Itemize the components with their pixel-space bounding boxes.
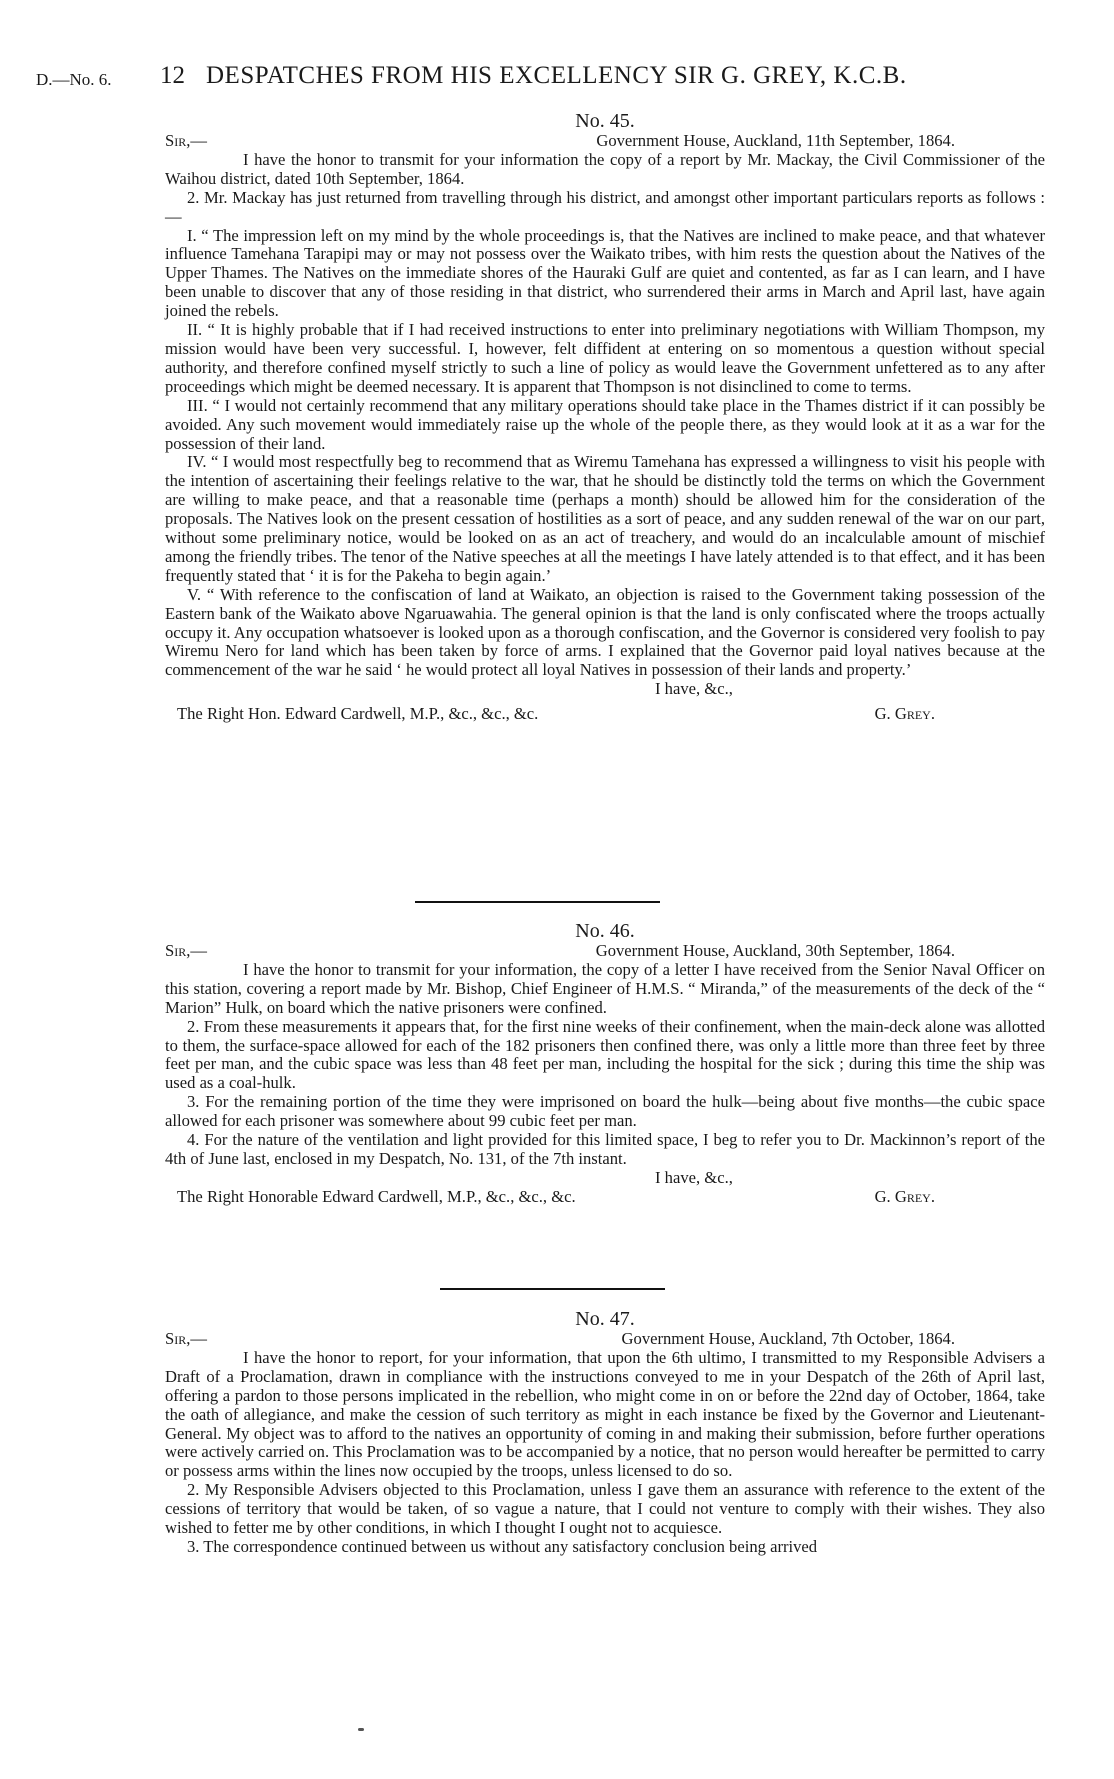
paragraph: IV. “ I would most respectfully beg to recommend that as Wiremu Tamehana has expressed a willingness to visit his people with the intention of ascertaining their feelings relative to the war, that he should be distinctly told the terms on which the Government are willing to make peace, and that a reasonable time (perhaps a month) should be allowed him for the consideration of the proposals. The Natives look on the present cessation of hostilities as a sort of peace, and any sudden renewal of the war on our part, without some preliminary notice, would be looked on as an act of treachery, and would do an incalculable amount of mischief among the friendly tribes. The tenor of the Native speeches at all the meetings I have lately attended is to that effect, and it has been frequently stated that ‘ it is for the Pakeha to begin again.’ [165,452,1045,585]
paragraph: 2. From these measurements it appears that, for the first nine weeks of their confinement, when the main-deck alone was allotted to them, the surface-space allowed for each of the 182 prisoners then confined there, was only a little more than three feet by three feet per man, and the cubic space was less than 48 feet per man, including the hospital for the sick ; during this time the ship was used as a coal-hulk. [165,1016,1045,1093]
letter-47 [165,1310,1045,1557]
letter-address: Government House, Auckland, 30th September, 1864. [595,940,955,960]
addressee: The Right Honorable Edward Cardwell, M.P., &c., &c., &c. [177,1186,576,1206]
paragraph: V. “ With reference to the confiscation of land at Waikato, an objection is raised to the Government taking possession of the Eastern bank of the Waikato above Ngaruawahia. The general opinion is that the land is only confiscated where the troops actually occupy it. Any occupation whatsoever is looked upon as a thorough confiscation, and the Governor is considered very foolish to pay Wiremu Nero for land which has been taken by force of arms. I explained that the Governor paid loyal natives because at the commencement of the war he said ‘ he would protect all loyal Natives in possession of their lands and property.’ [165,584,1045,680]
page-title: DESPATCHES FROM HIS EXCELLENCY SIR G. GREY, K.C.B. [206,62,907,89]
closing-line [165,1169,1045,1188]
letter-address: Government House, Auckland, 7th October, 1864. [621,1328,955,1348]
salutation-line [165,1330,1045,1349]
paragraph: 2. My Responsible Advisers objected to this Proclamation, unless I gave them an assurance with reference to the extent of the cessions of territory that would be taken, of so vague a nature, that I could not venture to comply with their wishes. They also wished to fetter me by other conditions, in which I thought I ought not to acquiesce. [165,1480,1045,1538]
paragraph: 3. For the remaining portion of the time they were imprisoned on board the hulk—being about five months—the cubic space allowed for each prisoner was somewhere about 99 cubic feet per man. [165,1092,1045,1131]
page-header [36,62,1076,96]
paragraph: II. “ It is highly probable that if I had received instructions to enter into preliminary negotiations with William Thompson, my mission would have been very successful. I, however, felt diffident at entering on so momentous a question without special authority, and therefore confined myself strictly to such a line of policy as would leave the Government unfettered as to any after proceedings which might be deemed necessary. It is apparent that Thompson is not disinclined to come to terms. [165,320,1045,396]
paragraph: I have the honor to transmit for your information, the copy of a letter I have received from the Senior Naval Officer on this station, covering a report made by Mr. Bishop, Chief Engineer of H.M.S. “ Miranda,” of the measurements of the deck of the “ Marion” Hulk, on board which the native prisoners were confined. [165,959,1045,1017]
paragraph: I. “ The impression left on my mind by the whole proceedings is, that the Natives are inclined to make peace, and that whatever influence Tamehana Tarapipi may or may not possess over the Waikato tribes, with him rests the question about the Natives of the Upper Thames. The Natives on the immediate shores of the Hauraki Gulf are quiet and contented, as far as I can learn, and I have been unable to discover that any of those residing in that district, who surrendered their arms in March and April last, have again joined the rebels. [165,225,1045,321]
letter-46 [165,922,1045,1210]
closing: I have, &c., [655,679,733,699]
closing: I have, &c., [655,1167,733,1187]
section-divider [440,1288,665,1290]
letter-45 [165,112,1045,727]
closing-line [165,680,1045,699]
letter-address: Government House, Auckland, 11th September, 1864. [596,130,955,150]
paragraph: 2. Mr. Mackay has just returned from travelling through his district, and amongst other important particulars reports as follows :— [165,187,1045,226]
salutation-line [165,942,1045,961]
addressee: The Right Hon. Edward Cardwell, M.P., &c., &c., &c. [177,704,539,724]
salutation: Sir,— [165,1328,207,1348]
paragraph: 3. The correspondence continued between us without any satisfactory conclusion being arrived [187,1536,818,1556]
section-divider [415,901,660,903]
paragraph: I have the honor to transmit for your information the copy of a report by Mr. Mackay, the Civil Commissioner of the Waihou district, dated 10th September, 1864. [165,149,1045,188]
page-number: 12 [160,62,185,89]
signature: G. Grey. [874,704,935,724]
paragraph: 4. For the nature of the ventilation and light provided for this limited space, I beg to refer you to Dr. Mackinnon’s report of the 4th of June last, enclosed in my Despatch, No. 131, of the 7th instant. [165,1130,1045,1168]
signature-line [165,1188,1045,1210]
signature: G. Grey. [874,1186,935,1206]
salutation: Sir,— [165,130,207,150]
printer-mark [358,1728,364,1731]
salutation-line [165,132,1045,151]
signature-line [165,705,1045,727]
series-code: D.—No. 6. [36,70,112,89]
letter-number: No. 46. [575,920,635,942]
letter-number: No. 47. [575,1308,635,1330]
salutation: Sir,— [165,940,207,960]
paragraph: III. “ I would not certainly recommend that any military operations should take place in the Thames district if it can possibly be avoided. Any such movement would immediately raise up the whole of the people there, as they would look at it as a war for the possession of their land. [165,395,1045,453]
paragraph: I have the honor to report, for your information, that upon the 6th ultimo, I transmitted to my Responsible Advisers a Draft of a Proclamation, drawn in compliance with the instructions conveyed to me in your Despatch of the 26th of April last, offering a pardon to those persons implicated in the rebellion, who might come in on or before the 22nd day of October, 1864, take the oath of allegiance, and make the cession of such territory as might in each instance be fixed by the Governor and Lieutenant-General. My object was to afford to the natives an opportunity of coming in and making their submission, before further operations were actively carried on. This Proclamation was to be accompanied by a notice, that no person would hereafter be permitted to carry or possess arms within the lines now occupied by the troops, unless licensed to do so. [165,1347,1045,1481]
letter-number: No. 45. [575,110,635,132]
